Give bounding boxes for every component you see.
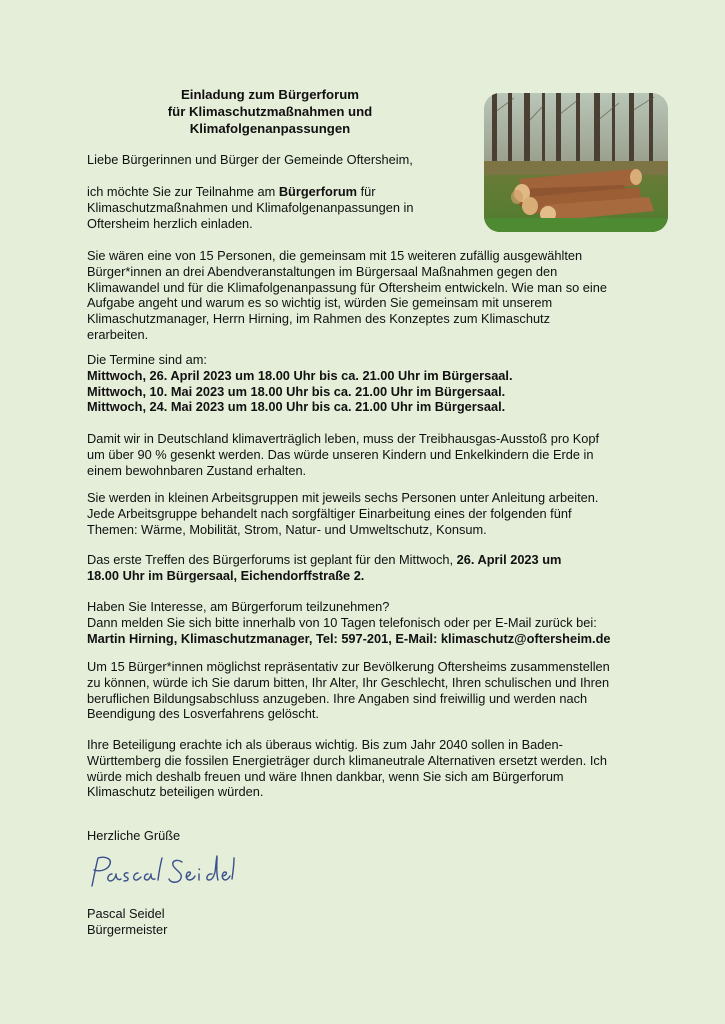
intro-line-3: Oftersheim herzlich einladen. [87,215,253,231]
buergerforum-emphasis: Bürgerforum [278,184,358,199]
intro-paragraph [87,184,647,231]
groups-paragraph: Sie werden in kleinen Arbeitsgruppen mit jeweils sechs Personen unter Anleitung arbeiten. Jede Arbeitsgruppe behandelt nach sorgfältiger Einarbeitung eines der folgenden fünf Themen: Wärme, Mobilität, Strom, Natur- und Umweltschutz, Konsum. [87,490,599,537]
contact-details: Martin Hirning, Klimaschutzmanager, Tel: 597-201, E-Mail: klimaschutz@oftersheim.de [87,630,611,646]
handwritten-signature [86,852,236,894]
signer-role: Bürgermeister [87,921,168,937]
greeting: Liebe Bürgerinnen und Bürger der Gemeinde Oftersheim, [87,152,413,167]
selection-paragraph: Sie wären eine von 15 Personen, die gemeinsam mit 15 weiteren zufällig ausgewählten Bürger*innen an drei Abendveranstaltungen im Bürgersaal Maßnahmen gegen den Klimawandel und für die Klimafolgenanpassung für Oftersheim entwickeln. Wie man so eine Aufgabe angeht und warum es so wichtig ist, würden Sie gemeinsam mit unserem Klimaschutzmanager, Herrn Hirning, im Rahmen des Konzeptes zum Klimaschutz erarbeiten. [87,248,607,342]
first-meeting-paragraph: Das erste Treffen des Bürgerforums ist geplant für den Mittwoch, 26. April 2023 um 18.00 Uhr im Bürgersaal, Eichendorffstraße 2. [87,552,562,583]
title-line-1: Einladung zum Bürgerforum [180,87,360,102]
date-item: Mittwoch, 26. April 2023 um 18.00 Uhr bis ca. 21.00 Uhr im Bürgersaal. [87,367,513,383]
regards: Herzliche Grüße [87,828,181,843]
representative-paragraph: Um 15 Bürger*innen möglichst repräsentativ zur Bevölkerung Oftersheims zusammenstellen zu können, würde ich Sie darum bitten, Ihr Alter, Ihr Geschlecht, Ihren schulischen und Ihren beruflichen Bildungsabschluss anzugeben. Ihre Angaben sind freiwillig und werden nach Beendigung des Losverfahrens gelöscht. [87,659,610,722]
intro-line-1: ich möchte Sie zur Teilnahme am Bürgerforum für [87,184,376,199]
letter-title [120,86,420,137]
date-item: Mittwoch, 24. Mai 2023 um 18.00 Uhr bis ca. 21.00 Uhr im Bürgersaal. [87,399,506,415]
closing-paragraph: Ihre Beteiligung erachte ich als überaus wichtig. Bis zum Jahr 2040 sollen in Baden- Württemberg die fossilen Energieträger durch klimaneutrale Alternativen ersetzt werden. Ich würde mich deshalb freuen und wäre Ihnen dankbar, wenn Sie sich am Bürgerforum Klimaschutz beteiligen würden. [87,737,607,800]
dates-intro: Die Termine sind am: [87,352,207,367]
signer-block [87,906,647,938]
date-item: Mittwoch, 10. Mai 2023 um 18.00 Uhr bis ca. 21.00 Uhr im Bürgersaal. [87,383,506,399]
signer-name: Pascal Seidel [87,906,165,921]
contact-paragraph: Haben Sie Interesse, am Bürgerforum teilzunehmen? Dann melden Sie sich bitte innerhalb von 10 Tagen telefonisch oder per E-Mail zurück bei: Martin Hirning, Klimaschutzmanager, Tel: 597-201, E-Mail: klimaschutz@oftersheim.de [87,599,611,646]
title-line-2: für Klimaschutzmaßnahmen und [167,104,373,119]
dates-block [87,352,647,415]
title-line-3: Klimafolgenanpassungen [189,121,351,136]
intro-line-2: Klimaschutzmaßnahmen und Klimafolgenanpassungen in [87,199,414,215]
climate-paragraph: Damit wir in Deutschland klimaverträglich leben, muss der Treibhausgas-Ausstoß pro Kopf um über 90 % gesenkt werden. Das würde unseren Kindern und Enkelkindern die Erde in einem bewohnbaren Zustand erhalten. [87,431,600,478]
